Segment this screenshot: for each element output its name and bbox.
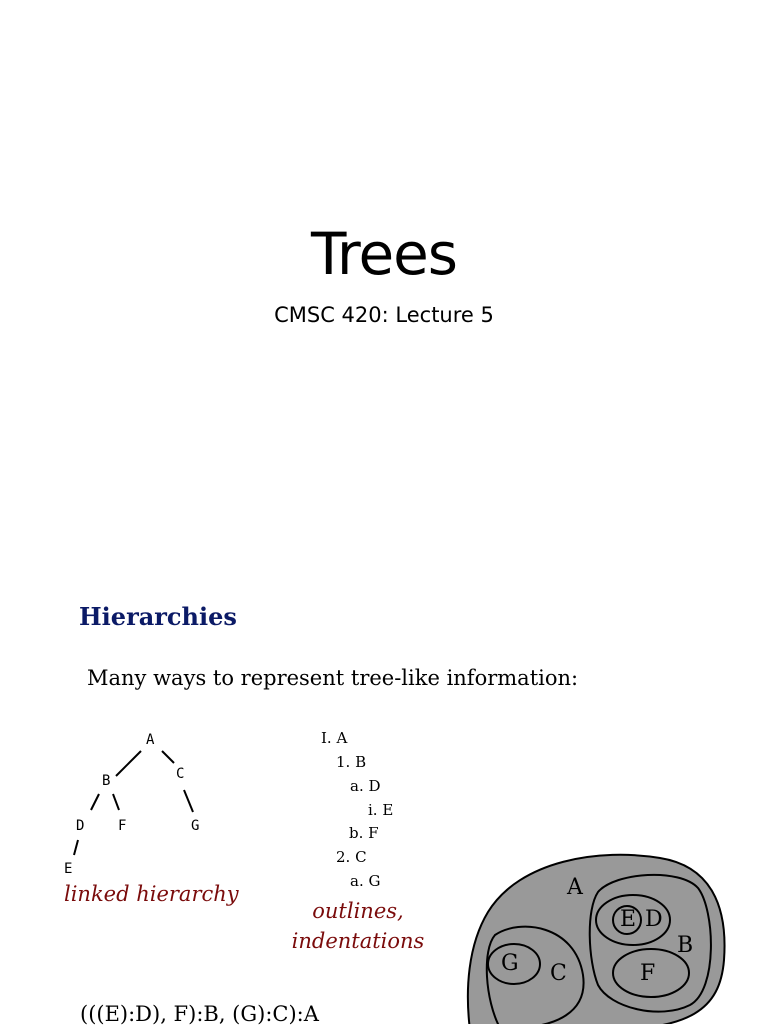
set-label-b: B — [677, 933, 694, 958]
outline-caption-line1: outlines, — [312, 899, 404, 923]
tree-node-f: F — [118, 818, 127, 834]
tree-node-b: B — [102, 773, 111, 789]
set-label-c: C — [550, 961, 567, 986]
outline-item: b. F — [349, 824, 379, 842]
outline-item: I. A — [321, 729, 348, 747]
tree-node-e: E — [64, 861, 73, 877]
linked-hierarchy-caption: linked hierarchy — [64, 882, 239, 906]
outline-item: a. G — [350, 872, 381, 890]
outline-item: a. D — [350, 777, 381, 795]
outline-item: 2. C — [336, 848, 367, 866]
outline-item: i. E — [368, 801, 394, 819]
set-label-f: F — [640, 961, 656, 986]
slide-subtitle: CMSC 420: Lecture 5 — [274, 303, 494, 327]
tree-node-c: C — [176, 766, 185, 782]
outline-item: 1. B — [336, 753, 367, 771]
set-label-d: D — [645, 907, 663, 932]
outline-caption-line2: indentations — [291, 929, 425, 953]
tree-node-a: A — [146, 732, 155, 748]
slide-title: Trees — [310, 220, 458, 288]
set-label-a: A — [567, 875, 583, 900]
section-heading: Hierarchies — [79, 602, 237, 631]
nested-expression: (((E):D), F):B, (G):C):A — [80, 1002, 319, 1026]
tree-node-d: D — [76, 818, 85, 834]
intro-text: Many ways to represent tree-like information: — [87, 666, 579, 690]
set-label-g: G — [501, 951, 519, 976]
set-label-e: E — [620, 907, 637, 932]
tree-node-g: G — [191, 818, 200, 834]
